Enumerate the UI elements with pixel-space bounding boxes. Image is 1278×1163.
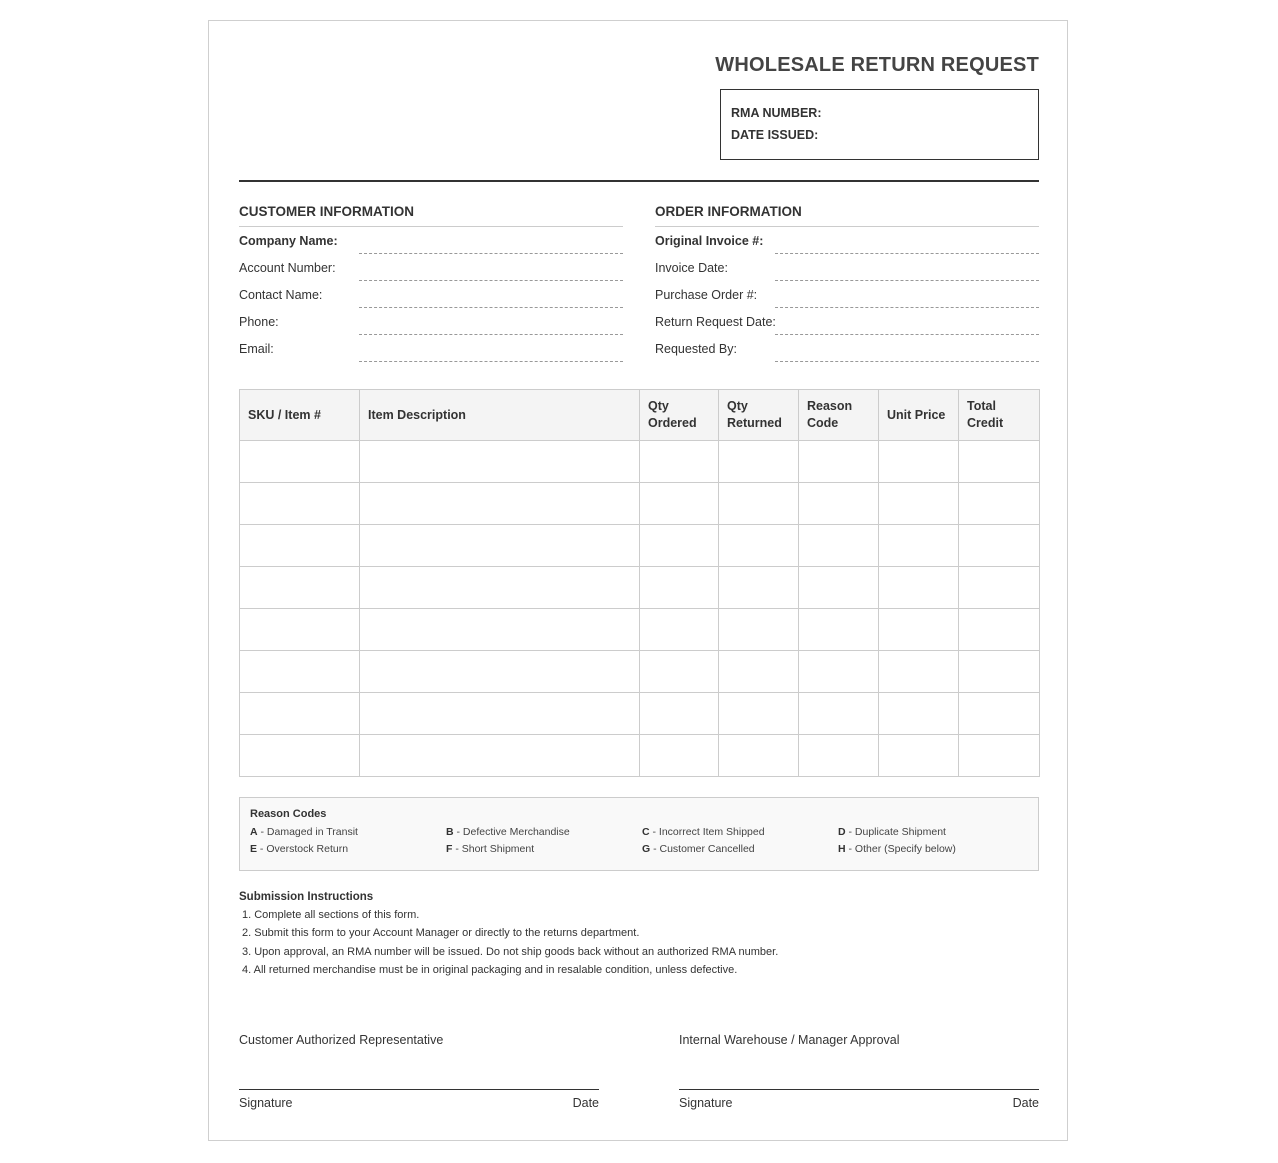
table-row [240,735,1040,777]
table-cell[interactable] [799,525,879,567]
table-cell[interactable] [799,693,879,735]
account-number-field[interactable] [239,254,623,281]
internal-signature-label: Signature [679,1096,733,1110]
table-cell[interactable] [240,735,360,777]
form-title: WHOLESALE RETURN REQUEST [715,54,1039,76]
reason-code-a: A - Damaged in Transit [250,826,358,838]
table-cell[interactable] [959,441,1040,483]
table-cell[interactable] [719,609,799,651]
table-row [240,693,1040,735]
purchase-order-label: Purchase Order #: [655,288,758,302]
table-cell[interactable] [640,441,719,483]
table-cell[interactable] [640,567,719,609]
customer-signature-block [239,1033,599,1110]
table-cell[interactable] [360,525,640,567]
table-cell[interactable] [799,735,879,777]
table-cell[interactable] [719,567,799,609]
instruction-item: 2. Submit this form to your Account Manager or directly to the returns department. [242,927,640,940]
table-cell[interactable] [799,441,879,483]
column-header-unit-price: Unit Price [879,390,959,441]
table-cell[interactable] [360,693,640,735]
contact-name-label: Contact Name: [239,288,323,302]
reason-code-h: H - Other (Specify below) [838,843,956,855]
order-information-section [655,203,1039,362]
table-row [240,651,1040,693]
account-number-label: Account Number: [239,261,336,275]
table-cell[interactable] [240,441,360,483]
customer-signature-label: Signature [239,1096,293,1110]
table-cell[interactable] [240,609,360,651]
original-invoice-label: Original Invoice #: [655,234,764,248]
table-cell[interactable] [879,693,959,735]
table-cell[interactable] [719,735,799,777]
internal-approval-block [679,1033,1039,1110]
customer-signature-line[interactable] [239,1089,599,1090]
return-request-date-label: Return Request Date: [655,315,776,329]
table-cell[interactable] [719,441,799,483]
table-cell[interactable] [879,567,959,609]
table-cell[interactable] [640,483,719,525]
table-cell[interactable] [879,609,959,651]
table-cell[interactable] [879,735,959,777]
internal-signature-line[interactable] [679,1089,1039,1090]
return-items-table [239,389,1040,777]
phone-field[interactable] [239,308,623,335]
table-cell[interactable] [360,483,640,525]
order-information-heading: ORDER INFORMATION [655,203,1039,227]
table-cell[interactable] [799,651,879,693]
rma-box [720,89,1039,160]
email-label: Email: [239,342,274,356]
instruction-item: 3. Upon approval, an RMA number will be issued. Do not ship goods back without an authorized RMA number. [242,945,779,958]
invoice-date-label: Invoice Date: [655,261,728,275]
table-cell[interactable] [719,525,799,567]
table-cell[interactable] [240,693,360,735]
company-name-label: Company Name: [239,234,338,248]
table-cell[interactable] [640,609,719,651]
email-field[interactable] [239,335,623,362]
table-cell[interactable] [240,483,360,525]
instruction-item: 4. All returned merchandise must be in original packaging and in resalable condition, unless defective. [242,963,738,976]
table-cell[interactable] [959,693,1040,735]
table-cell[interactable] [799,483,879,525]
submission-instructions [239,891,1039,982]
table-cell[interactable] [640,525,719,567]
purchase-order-field[interactable] [655,281,1039,308]
table-header-row [240,390,1040,441]
table-row [240,441,1040,483]
customer-information-section [239,203,623,362]
reason-code-e: E - Overstock Return [250,843,349,855]
header-divider [239,180,1039,182]
table-cell[interactable] [240,525,360,567]
instruction-item: 1. Complete all sections of this form. [242,909,420,921]
internal-signature-footer [679,1096,1039,1110]
table-cell[interactable] [719,483,799,525]
table-cell[interactable] [959,609,1040,651]
column-header-description: Item Description [360,390,640,441]
table-cell[interactable] [959,483,1040,525]
table-cell[interactable] [360,609,640,651]
company-name-field[interactable] [239,227,623,254]
reason-code-d: D - Duplicate Shipment [838,826,946,838]
table-cell[interactable] [959,651,1040,693]
contact-name-field[interactable] [239,281,623,308]
table-cell[interactable] [240,651,360,693]
column-header-qty-ordered: Qty Ordered [640,390,719,441]
table-row [240,609,1040,651]
date-issued-label: DATE ISSUED: [731,128,819,142]
table-cell[interactable] [959,567,1040,609]
column-header-qty-returned: Qty Returned [719,390,799,441]
table-cell[interactable] [240,567,360,609]
table-cell[interactable] [879,525,959,567]
customer-date-label: Date [572,1096,599,1110]
internal-date-label: Date [1012,1096,1039,1110]
table-cell[interactable] [959,735,1040,777]
table-cell[interactable] [719,651,799,693]
submission-instructions-title: Submission Instructions [239,891,374,903]
table-row [240,483,1040,525]
customer-signature-footer [239,1096,599,1110]
table-cell[interactable] [799,609,879,651]
table-body [240,441,1040,777]
table-cell[interactable] [879,483,959,525]
reason-codes-box [239,797,1039,871]
requested-by-line[interactable] [775,361,1039,362]
table-row [240,525,1040,567]
invoice-date-field[interactable] [655,254,1039,281]
requested-by-field[interactable] [655,335,1039,362]
original-invoice-field[interactable] [655,227,1039,254]
table-cell[interactable] [879,651,959,693]
column-header-reason-code: Reason Code [799,390,879,441]
table-cell[interactable] [640,735,719,777]
table-cell[interactable] [640,693,719,735]
phone-label: Phone: [239,315,279,329]
reason-code-b: B - Defective Merchandise [446,826,570,838]
table-row [240,567,1040,609]
email-line[interactable] [359,361,623,362]
rma-number-label: RMA NUMBER: [731,106,822,120]
table-cell[interactable] [360,735,640,777]
table-cell[interactable] [959,525,1040,567]
table-cell[interactable] [360,651,640,693]
reason-code-c: C - Incorrect Item Shipped [642,826,765,838]
table-cell[interactable] [360,441,640,483]
reason-code-g: G - Customer Cancelled [642,843,755,855]
reason-codes-grid [250,826,1028,855]
table-cell[interactable] [360,567,640,609]
column-header-sku: SKU / Item # [240,390,360,441]
form-page [208,20,1068,1141]
return-request-date-field[interactable] [655,308,1039,335]
table-cell[interactable] [879,441,959,483]
customer-information-heading: CUSTOMER INFORMATION [239,203,623,227]
requested-by-label: Requested By: [655,342,737,356]
table-cell[interactable] [799,567,879,609]
internal-approval-title: Internal Warehouse / Manager Approval [679,1033,900,1047]
reason-code-f: F - Short Shipment [446,843,535,855]
table-cell[interactable] [719,693,799,735]
reason-codes-title: Reason Codes [250,808,327,820]
column-header-total-credit: Total Credit [959,390,1040,441]
customer-signature-title: Customer Authorized Representative [239,1033,444,1047]
form-content [239,21,1039,1140]
table-cell[interactable] [640,651,719,693]
